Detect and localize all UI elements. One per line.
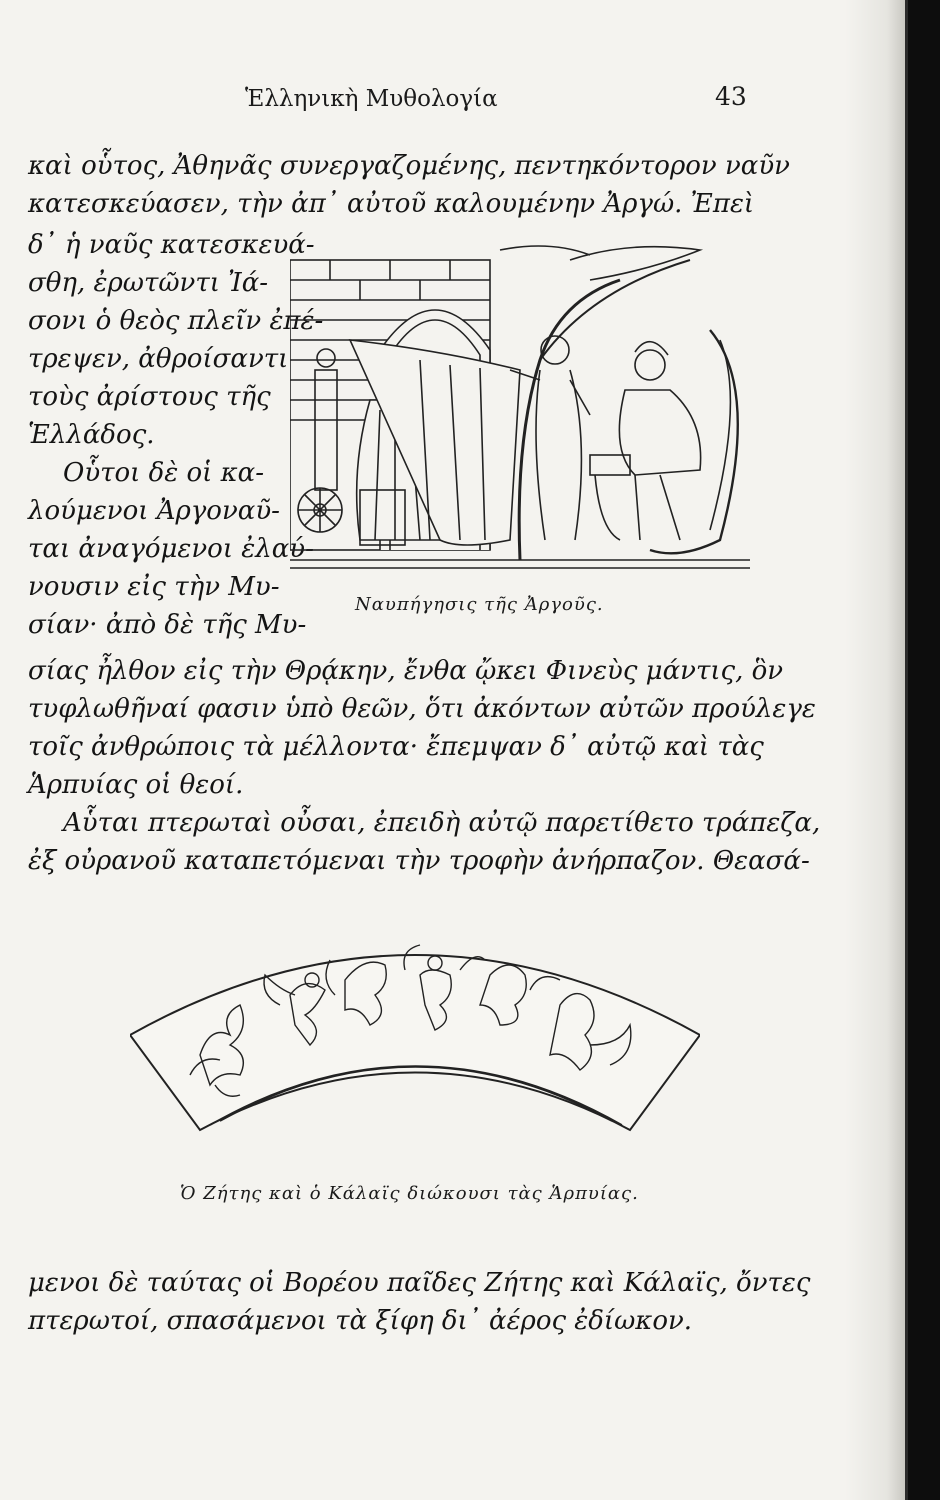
text-line: Αὗται πτερωταὶ οὖσαι, ἐπειδὴ αὐτῷ παρετίθετο τράπεζα, [63, 808, 821, 838]
text-line: δ᾽ ἡ ναῦς κατεσκευά- [28, 230, 315, 260]
side-text-block [28, 226, 324, 644]
text-line: μενοι δὲ ταύτας οἱ Βορέου παῖδες Ζήτης καὶ Κάλαϊς, ὄντες [28, 1268, 811, 1298]
text-line: τρεψεν, ἀθροίσαντι [28, 344, 289, 374]
text-line: Ἑλλάδος. [28, 420, 155, 450]
bottom-text-block [28, 1264, 811, 1340]
text-line: Οὗτοι δὲ οἱ κα- [63, 458, 264, 488]
text-line: τοὺς ἀρίστους τῆς [28, 382, 271, 412]
harpies-pursuit-illustration [130, 935, 700, 1135]
text-line: σίαν· ἀπὸ δὲ τῆς Μυ- [28, 610, 307, 640]
text-line: πτερωτοί, σπασάμενοι τὰ ξίφη δι᾽ ἀέρος ἐδίωκον. [28, 1306, 693, 1336]
figure-caption-harpies: Ὁ Ζήτης καὶ ὁ Κάλαϊς διώκουσι τὰς Ἁρπυίας. [180, 1183, 639, 1204]
middle-text-block [28, 652, 821, 880]
argo-building-illustration [290, 240, 750, 580]
text-line: καὶ οὗτος, Ἀθηνᾶς συνεργαζομένης, πεντηκόντορον ναῦν [28, 151, 790, 181]
text-line: ται ἀναγόμενοι ἐλαύ- [28, 534, 314, 564]
text-line: σίας ἦλθον εἰς τὴν Θρᾴκην, ἔνθα ᾤκει Φινεὺς μάντις, ὃν [28, 656, 784, 686]
text-line: σθη, ἐρωτῶντι Ἰά- [28, 268, 269, 298]
top-text-block [28, 147, 790, 223]
page-curl-shadow [845, 0, 905, 1500]
text-line: τοῖς ἀνθρώποις τὰ μέλλοντα· ἔπεμψαν δ᾽ αὐτῷ καὶ τὰς [28, 732, 764, 762]
figure-caption-argo: Ναυπήγησις τῆς Ἀργοῦς. [355, 594, 604, 615]
text-line: λούμενοι Ἀργοναῦ- [28, 496, 280, 526]
page-header [0, 78, 905, 118]
text-line: Ἁρπυίας οἱ θεοί. [28, 770, 244, 800]
page-number: 43 [715, 82, 747, 111]
text-line: τυφλωθῆναί φασιν ὑπὸ θεῶν, ὅτι ἀκόντων αὐτῶν προύλεγε [28, 694, 816, 724]
text-line: σονι ὁ θεὸς πλεῖν ἐπέ- [28, 306, 324, 336]
text-line: νουσιν εἰς τὴν Μυ- [28, 572, 280, 602]
text-line: κατεσκεύασεν, τὴν ἀπ᾽ αὐτοῦ καλουμένην Ἀργώ. Ἐπεὶ [28, 189, 755, 219]
running-title: Ἑλληνικὴ Μυθολογία [245, 86, 498, 112]
text-line: ἐξ οὐρανοῦ καταπετόμεναι τὴν τροφὴν ἀνήρπαζον. Θεασά- [28, 846, 810, 876]
